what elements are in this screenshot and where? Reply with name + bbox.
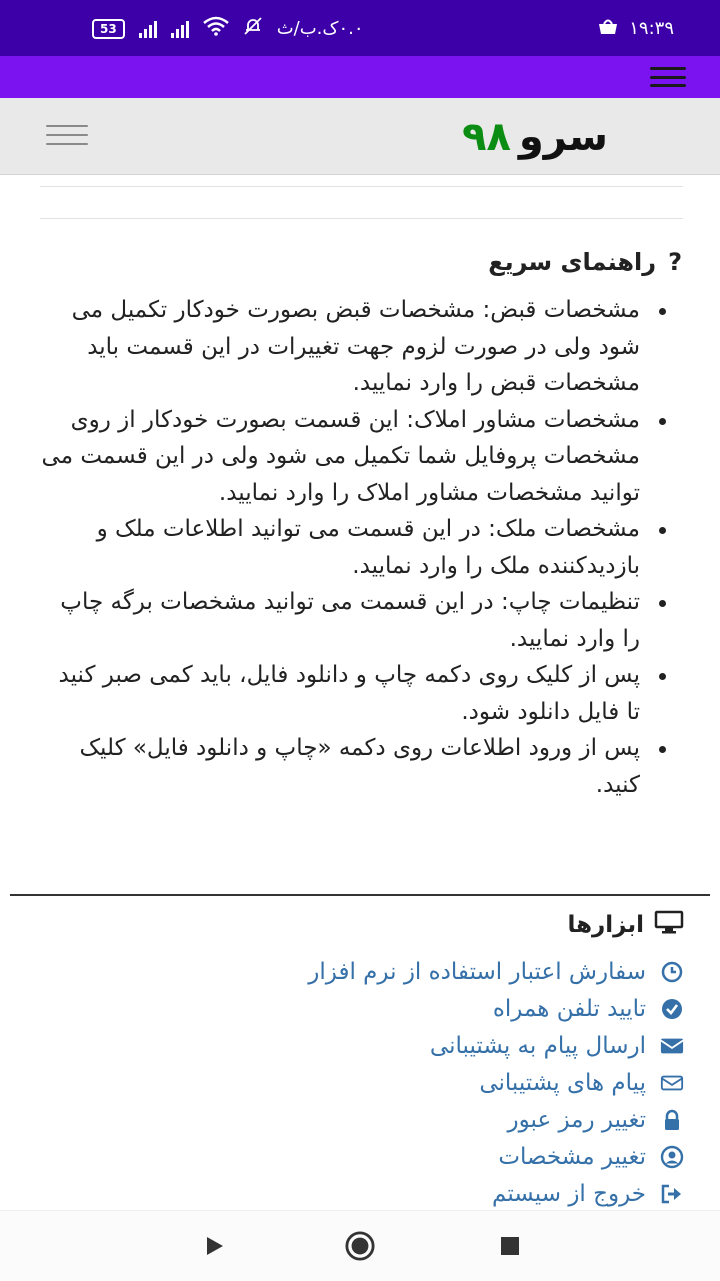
bell-off-icon: [243, 16, 263, 41]
navigation-bar: [0, 1210, 720, 1281]
question-icon: ?: [668, 248, 682, 276]
sign-out-icon: [660, 1182, 684, 1206]
back-button[interactable]: [199, 1231, 229, 1261]
tools-list: [308, 953, 684, 1212]
list-item: مشخصات قبض: مشخصات قبض بصورت خودکار تکمیل می شود ولی در صورت لزوم جهت تغییرات در این قسمت باید مشخصات قبض را وارد نمایید.: [40, 292, 640, 402]
list-item: پس از کلیک روی دکمه چاپ و دانلود فایل، باید کمی صبر کنید تا فایل دانلود شود.: [40, 657, 640, 730]
app-notification-icon: [597, 16, 619, 41]
list-item: تنظیمات چاپ: در این قسمت می توانید مشخصات برگه چاپ را وارد نمایید.: [40, 584, 640, 657]
divider-line: [40, 218, 683, 219]
tool-link-change-password[interactable]: [308, 1101, 684, 1138]
signal-icon: [139, 20, 157, 38]
list-item: مشخصات مشاور املاک: این قسمت بصورت خودکار از روی مشخصات پروفایل شما تکمیل می شود ولی در این قسمت می توانید مشخصات مشاور املاک را وارد نمایید.: [40, 402, 640, 512]
tool-link-edit-profile[interactable]: [308, 1138, 684, 1175]
tool-link-order-credit[interactable]: [308, 953, 684, 990]
tool-link-label: تایید تلفن همراه: [492, 995, 646, 1022]
tool-link-verify-phone[interactable]: [308, 990, 684, 1027]
recents-button[interactable]: [495, 1231, 525, 1261]
app-menu-icon[interactable]: [650, 67, 686, 87]
status-right: [597, 16, 674, 41]
logo-number: ۹۸: [462, 114, 511, 160]
divider-line: [40, 186, 683, 187]
list-item: مشخصات ملک: در این قسمت می توانید اطلاعات ملک و بازدیدکننده ملک را وارد نمایید.: [40, 511, 640, 584]
section-divider: [10, 894, 710, 896]
clock-time: ۱۹:۳۹: [629, 18, 674, 39]
tool-link-logout[interactable]: [308, 1175, 684, 1212]
user-circle-icon: [660, 1145, 684, 1169]
tool-link-label: پیام های پشتیبانی: [479, 1069, 646, 1096]
site-logo[interactable]: [462, 114, 608, 160]
tool-link-label: سفارش اعتبار استفاده از نرم افزار: [308, 958, 646, 985]
quick-guide-title: [488, 248, 682, 276]
tool-link-send-message[interactable]: [308, 1027, 684, 1064]
app-bar: [0, 56, 720, 98]
tool-link-support-messages[interactable]: [308, 1064, 684, 1101]
site-header: [0, 98, 720, 175]
logo-name: سرو: [518, 114, 608, 160]
tool-link-label: تغییر مشخصات: [498, 1143, 646, 1170]
quick-guide-title-text: راهنمای سریع: [488, 248, 657, 276]
battery-indicator: 53: [92, 19, 125, 39]
envelope-outline-icon: [660, 1071, 684, 1095]
desktop-icon: [654, 910, 684, 940]
quick-guide-list: [40, 292, 640, 803]
home-button[interactable]: [345, 1231, 375, 1261]
tool-link-label: خروج از سیستم: [492, 1180, 646, 1207]
lock-icon: [660, 1108, 684, 1132]
tools-title: [567, 910, 684, 940]
status-left: [92, 16, 364, 41]
network-speed: ۰.۰ک.ب/ث: [276, 18, 364, 39]
list-item: پس از ورود اطلاعات روی دکمه «چاپ و دانلود فایل» کلیک کنید.: [40, 730, 640, 803]
clock-icon: [660, 960, 684, 984]
check-circle-icon: [660, 997, 684, 1021]
site-menu-icon[interactable]: [46, 125, 88, 145]
status-bar: [0, 0, 720, 56]
tool-link-label: تغییر رمز عبور: [507, 1106, 646, 1133]
tools-title-text: ابزارها: [567, 912, 644, 938]
wifi-icon: [203, 16, 229, 41]
envelope-filled-icon: [660, 1034, 684, 1058]
tool-link-label: ارسال پیام به پشتیبانی: [429, 1032, 646, 1059]
signal-icon-2: [171, 20, 189, 38]
